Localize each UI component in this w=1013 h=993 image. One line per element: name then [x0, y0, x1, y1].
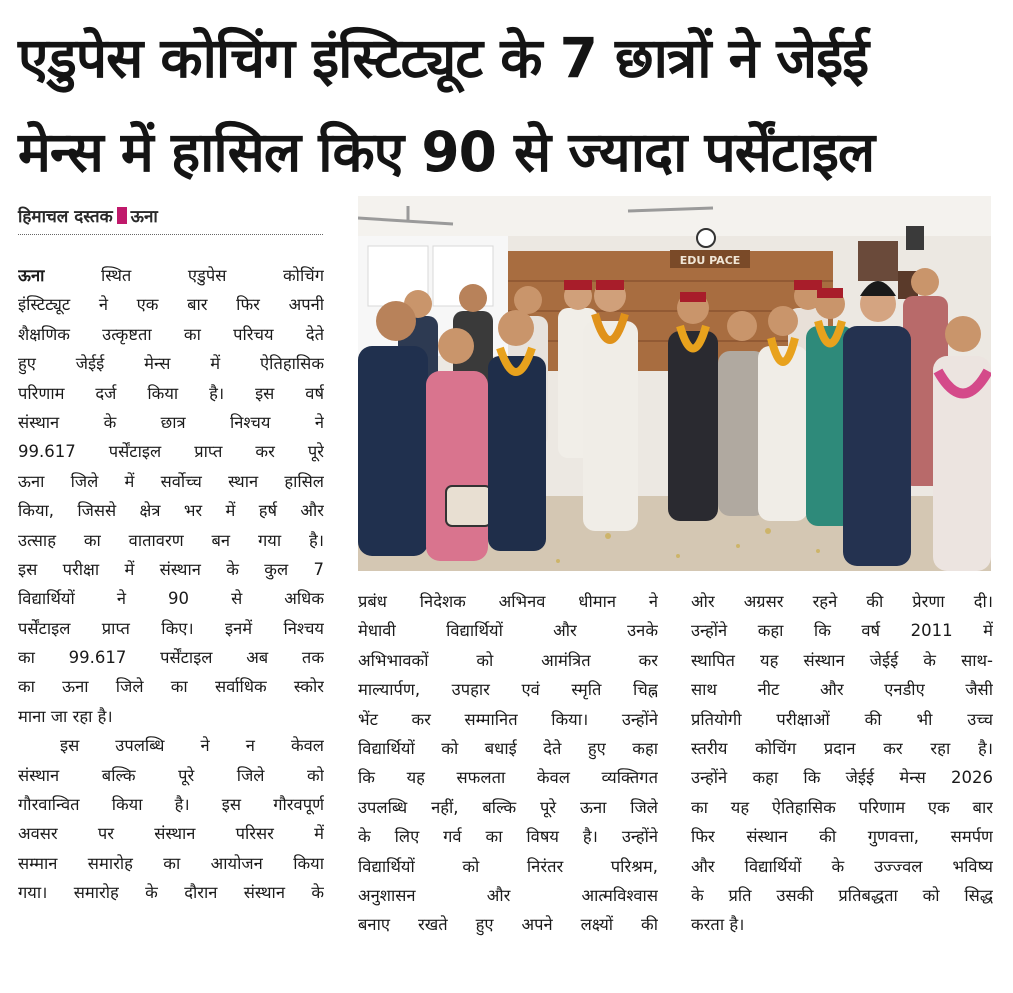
line-text: किया, जिससे क्षेत्र भर में हर्ष और	[18, 501, 324, 521]
line-text: प्रबंध निदेशक अभिनव धीमान ने	[358, 592, 658, 611]
line-text: का यह ऐतिहासिक परिणाम एक बार	[691, 797, 993, 817]
line-text: इस उपलब्धि ने न केवल	[60, 736, 324, 756]
line-text: फिर संस्थान की गुणवत्ता, समर्पण	[691, 827, 993, 847]
text-line	[18, 849, 324, 878]
line-text: परिणाम दर्ज किया है। इस वर्ष	[18, 383, 324, 403]
line-text: ऊना जिले में सर्वोच्च स्थान हासिल	[18, 471, 324, 491]
line-text: संस्थान के छात्र निश्चय ने	[18, 412, 324, 432]
text-line	[18, 408, 324, 437]
text-line	[18, 790, 324, 819]
line-text: पर्सेंटाइल प्राप्त किए। इनमें निश्चय	[18, 618, 324, 638]
text-line	[18, 643, 324, 672]
text-line	[691, 822, 993, 851]
text-line	[18, 437, 324, 466]
line-text: करता है।	[691, 915, 745, 935]
text-line	[18, 819, 324, 848]
article-column-3	[691, 587, 993, 940]
line-text: इस परीक्षा में संस्थान के कुल 7	[18, 559, 324, 579]
line-text: अभिभावकों को आमंत्रित कर	[358, 650, 658, 670]
line-text: अवसर पर संस्थान परिसर में	[18, 824, 324, 844]
line-text: मेधावी विद्यार्थियों और उनके	[358, 621, 658, 641]
byline-separator-square	[117, 207, 127, 224]
line-text: बनाए रखते हुए अपने लक्ष्यों की	[358, 915, 658, 935]
text-line	[358, 646, 658, 675]
headline-line-2: मेन्स में हासिल किए 90 से ज्यादा पर्सेंटाइल	[18, 120, 875, 184]
text-line	[18, 496, 324, 525]
line-text: कि यह सफलता केवल व्यक्तिगत	[358, 768, 658, 788]
text-line	[358, 587, 658, 616]
text-line	[358, 852, 658, 881]
text-line	[18, 261, 324, 290]
line-text: स्तरीय कोचिंग प्रदान कर रहा है।	[691, 738, 993, 758]
text-line	[358, 734, 658, 763]
line-text: और विद्यार्थियों के उज्ज्वल भविष्य	[691, 856, 993, 876]
text-line	[691, 616, 993, 645]
byline-place: ऊना	[130, 207, 158, 227]
line-text: इंस्टिट्यूट ने एक बार फिर अपनी	[18, 295, 324, 315]
text-line	[358, 822, 658, 851]
line-text: स्थापित यह संस्थान जेईई के साथ-	[691, 650, 993, 670]
news-photo	[358, 196, 991, 571]
text-line	[358, 793, 658, 822]
text-line	[18, 761, 324, 790]
byline-source: हिमाचल दस्तक	[18, 207, 113, 227]
line-text: 99.617 पर्सेंटाइल प्राप्त कर पूरे	[18, 442, 324, 462]
text-line	[18, 731, 324, 760]
line-text: का 99.617 पर्सेंटाइल अब तक	[18, 648, 324, 668]
line-text: गया। समारोह के दौरान संस्थान के	[18, 883, 324, 903]
line-text: उन्होंने कहा कि जेईई मेन्स 2026	[691, 768, 993, 788]
line-text: उन्होंने कहा कि वर्ष 2011 में	[691, 621, 993, 641]
line-text: साथ नीट और एनडीए जैसी	[691, 680, 993, 700]
text-line	[691, 910, 993, 939]
group-photo-illustration	[358, 196, 991, 571]
text-line	[18, 526, 324, 555]
text-line	[358, 763, 658, 792]
line-text: उपलब्धि नहीं, बल्कि पूरे ऊना जिले	[358, 797, 658, 817]
line-text: संस्थान बल्कि पूरे जिले को	[18, 765, 324, 785]
text-line	[691, 587, 993, 616]
text-line	[691, 705, 993, 734]
line-text: अनुशासन और आत्मविश्वास	[358, 885, 658, 905]
sign-text: EDU PACE	[679, 254, 741, 267]
line-text: के लिए गर्व का विषय है। उन्होंने	[358, 827, 658, 847]
line-text: प्रतियोगी परीक्षाओं की भी उच्च	[691, 709, 993, 729]
text-line	[358, 675, 658, 704]
lead-word: ऊना	[18, 266, 45, 285]
line-text: माल्यार्पण, उपहार एवं स्मृति चिह्न	[358, 680, 658, 700]
text-line	[691, 881, 993, 910]
line-text: भेंट कर सम्मानित किया। उन्होंने	[358, 709, 658, 729]
text-line	[18, 290, 324, 319]
line-text: उत्साह का वातावरण बन गया है।	[18, 530, 324, 550]
line-text: सम्मान समारोह का आयोजन किया	[18, 853, 324, 873]
text-line	[18, 555, 324, 584]
line-text: गौरवान्वित किया है। इस गौरवपूर्ण	[18, 795, 324, 815]
text-line	[18, 379, 324, 408]
text-line	[358, 910, 658, 939]
text-line	[18, 672, 324, 701]
text-line	[18, 467, 324, 496]
text-line	[358, 705, 658, 734]
text-line	[18, 584, 324, 613]
line-text: ओर अग्रसर रहने की प्रेरणा दी।	[691, 592, 993, 611]
headline-line-1: एडुपेस कोचिंग इंस्टिट्यूट के 7 छात्रों ने जेईई	[18, 26, 869, 90]
text-line	[18, 614, 324, 643]
text-line	[18, 320, 324, 349]
line-text: के प्रति उसकी प्रतिबद्धता को सिद्ध	[691, 885, 993, 905]
article-column-1	[18, 261, 324, 908]
line-text: का ऊना जिले का सर्वाधिक स्कोर	[18, 677, 324, 697]
byline	[18, 204, 323, 235]
line-text: विद्यार्थियों ने 90 से अधिक	[18, 589, 324, 609]
text-line	[358, 881, 658, 910]
text-line	[691, 734, 993, 763]
text-line	[18, 702, 324, 731]
text-line	[691, 852, 993, 881]
article-column-2	[358, 587, 658, 940]
text-line	[691, 675, 993, 704]
text-line	[18, 878, 324, 907]
line-text: विद्यार्थियों को निरंतर परिश्रम,	[358, 856, 658, 876]
text-line	[691, 763, 993, 792]
text-line	[358, 616, 658, 645]
line-text: माना जा रहा है।	[18, 706, 113, 726]
text-line	[691, 793, 993, 822]
line-text: विद्यार्थियों को बधाई देते हुए कहा	[358, 738, 658, 758]
line-text: हुए जेईई मेन्स में ऐतिहासिक	[18, 354, 324, 374]
line-text: स्थित एडुपेस कोचिंग	[44, 266, 324, 285]
text-line	[691, 646, 993, 675]
line-text: शैक्षणिक उत्कृष्टता का परिचय देते	[18, 324, 324, 344]
text-line	[18, 349, 324, 378]
